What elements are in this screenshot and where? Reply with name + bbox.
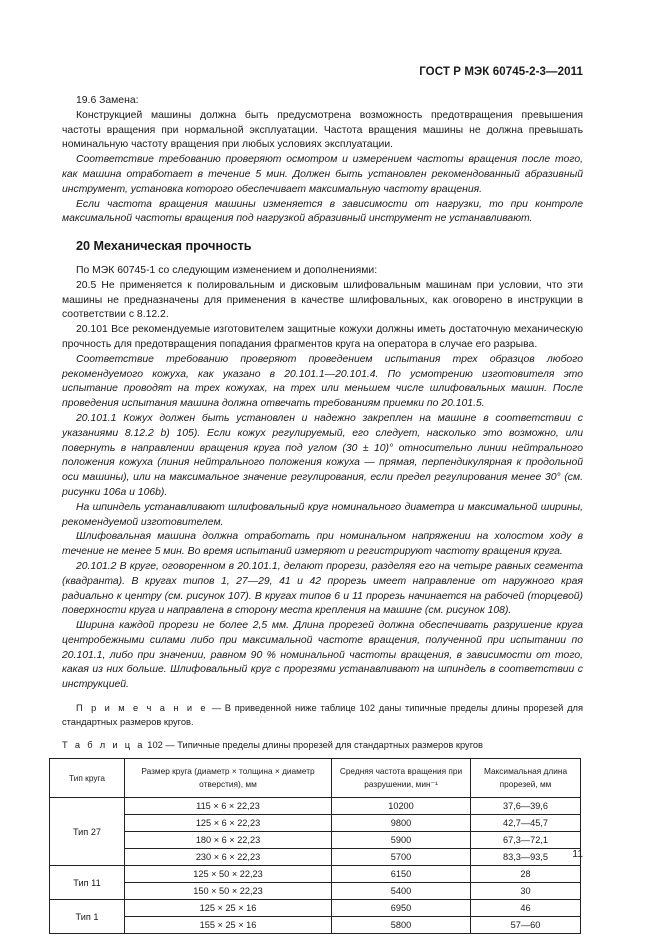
table-body [50,798,581,934]
paragraph: 20.101.1 Кожух должен быть установлен и надежно закреплен на машине в соответствии с указаниями 8.12.2 b) 105). Если кожух регулируемый, его следует, насколько это возможно, или повернуть в направлении вращения круга под углом (30 ± 10)° относительно линии нейтрального положения кожуха (линия нейтрального положения кожуха — прямая, перпендикулярная к продольной оси машины), или на максимальное значение регулирования, если предел регулирования менее 30° (см. рисунки 106а и 106b). [62,412,583,498]
paragraph: Шлифовальная машина должна отработать при номинальном напряжении на холостом ходу в течение не менее 5 мин. Во время испытаний измеряют и регистрируют частоту вращения круга. [62,531,583,558]
table-row [50,832,581,849]
section-heading: 20 Механическая прочность [76,239,252,254]
cell-wheel-size: 230 × 6 × 22,23 [125,849,332,866]
paragraph: 19.6 Замена: [76,95,139,106]
section-19-paragraphs [62,94,583,227]
cell-wheel-size: 125 × 6 × 22,23 [125,815,332,832]
section-20-paragraphs [62,264,583,693]
cell-burst-speed: 5900 [332,832,471,849]
cell-burst-speed: 6150 [332,866,471,883]
table-row [50,900,581,917]
cell-wheel-size: 155 × 25 × 16 [125,917,332,934]
note-text: — В приведенной ниже таблице 102 даны типичные пределы длины прорезей для стандартных размеров кругов. [62,703,583,728]
header-max-slot-length: Максимальная длина прорезей, мм [471,759,581,798]
cell-burst-speed: 9800 [332,815,471,832]
paragraph: 20.101.2 В круге, оговоренном в 20.101.1, делают прорези, разделяя его на четыре равных сегмента (квадранта). В кругах типов 1, 27—29, 41 и 42 прорезь имеет направление от наружного края радиально к центру (см. рисунок 107). В кругах типов 6 и 11 прорезь начинается на рабочей (торцевой) поверхности круга и направлена в сторону места крепления на машине (см. рисунок 108). [62,560,583,617]
table-row [50,917,581,934]
note-label: П р и м е ч а н и е [76,703,208,714]
cell-wheel-size: 115 × 6 × 22,23 [125,798,332,815]
cell-max-slot-length: 46 [471,900,581,917]
cell-wheel-size: 180 × 6 × 22,23 [125,832,332,849]
paragraph: Соответствие требованию проверяют проведением испытания трех образцов любого рекомендуемого кожуха, как указано в 20.101.1—20.101.4. По усмотрению изготовителя это испытание проводят на трех кожухах, на трех или меньшем числе шлифовальных машин. После проведения испытания машина должна отвечать требованиям приемки по 20.101.5. [62,353,583,410]
cell-wheel-size: 125 × 25 × 16 [125,900,332,917]
paragraph: Соответствие требованию проверяют осмотром и измерением частоты вращения после того, как машина отработает в течение 5 мин. Должен быть установлен рекомендованный абразивный инструмент, установка которого обеспечивает максимальную частоту вращения. [62,154,583,195]
paragraph: Ширина каждой прорези не более 2,5 мм. Длина прорезей должна обеспечивать разрушение круга центробежными силами либо при максимальной частоте вращения, полученной при испытании по 20.101.1, либо при значении, равном 90 % номинальной частоты вращения, в зависимости от того, какая из них больше. Шлифовальный круг с прорезями устанавливают на шпиндель в соответствии с инструкцией. [62,620,583,691]
document-header: ГОСТ Р МЭК 60745-2-3—2011 [419,66,583,78]
cell-burst-speed: 5800 [332,917,471,934]
cell-wheel-type: Тип 11 [50,866,125,900]
cell-max-slot-length: 57—60 [471,917,581,934]
cell-burst-speed: 5400 [332,883,471,900]
cell-max-slot-length: 83,3—93,5 [471,849,581,866]
cell-wheel-type: Тип 27 [50,798,125,866]
table-row [50,866,581,883]
table-caption [62,739,583,752]
table-row [50,883,581,900]
paragraph: 20.5 Не применяется к полировальным и дисковым шлифовальным машинам при условии, что эти машины не предназначены для применения в качестве шлифовальных, как оговорено в инструкции в соответствии с 8.12.2. [62,279,583,321]
table-row [50,815,581,832]
table-note [62,701,583,729]
table-row [50,798,581,815]
page-number: 11 [572,849,583,860]
cell-max-slot-length: 42,7—45,7 [471,815,581,832]
cell-max-slot-length: 37,6—39,6 [471,798,581,815]
cell-burst-speed: 5700 [332,849,471,866]
table-caption-label: Т а б л и ц а [62,740,145,751]
table-header-row [50,759,581,798]
slot-length-table [49,758,581,934]
cell-burst-speed: 10200 [332,798,471,815]
paragraph: По МЭК 60745-1 со следующим изменением и дополнениями: [76,264,378,276]
cell-wheel-size: 125 × 50 × 22,23 [125,866,332,883]
table-caption-text: 102 — Типичные пределы длины прорезей для стандартных размеров кругов [144,740,483,751]
cell-max-slot-length: 30 [471,883,581,900]
header-wheel-type: Тип круга [50,759,125,798]
paragraph: 20.101 Все рекомендуемые изготовителем защитные кожухи должны иметь достаточную механическую прочность для предотвращения попадания фрагментов круга на оператора в случае его разрыва. [62,324,583,350]
paragraph: Конструкцией машины должна быть предусмотрена возможность предотвращения превышения частоты вращения при нормальной эксплуатации. Частота вращения машины не должна превышать номинальную частоту вращения при любых условиях эксплуатации. [62,109,583,151]
table-row [50,849,581,866]
document-body [62,94,583,934]
cell-burst-speed: 6950 [332,900,471,917]
cell-wheel-type: Тип 1 [50,900,125,934]
paragraph: Если частота вращения машины изменяется в зависимости от нагрузки, то при контроле максимальной частоты вращения под нагрузкой абразивный инструмент не устанавливают. [62,198,583,225]
header-burst-speed: Средняя частота вращения при разрушении, мин⁻¹ [332,759,471,798]
header-wheel-size: Размер круга (диаметр × толщина × диаметр отверстия), мм [125,759,332,798]
paragraph: На шпиндель устанавливают шлифовальный круг номинального диаметра и максимальной ширины, рекомендуемой изготовителем. [62,501,583,528]
cell-max-slot-length: 28 [471,866,581,883]
cell-max-slot-length: 67,3—72,1 [471,832,581,849]
cell-wheel-size: 150 × 50 × 22,23 [125,883,332,900]
